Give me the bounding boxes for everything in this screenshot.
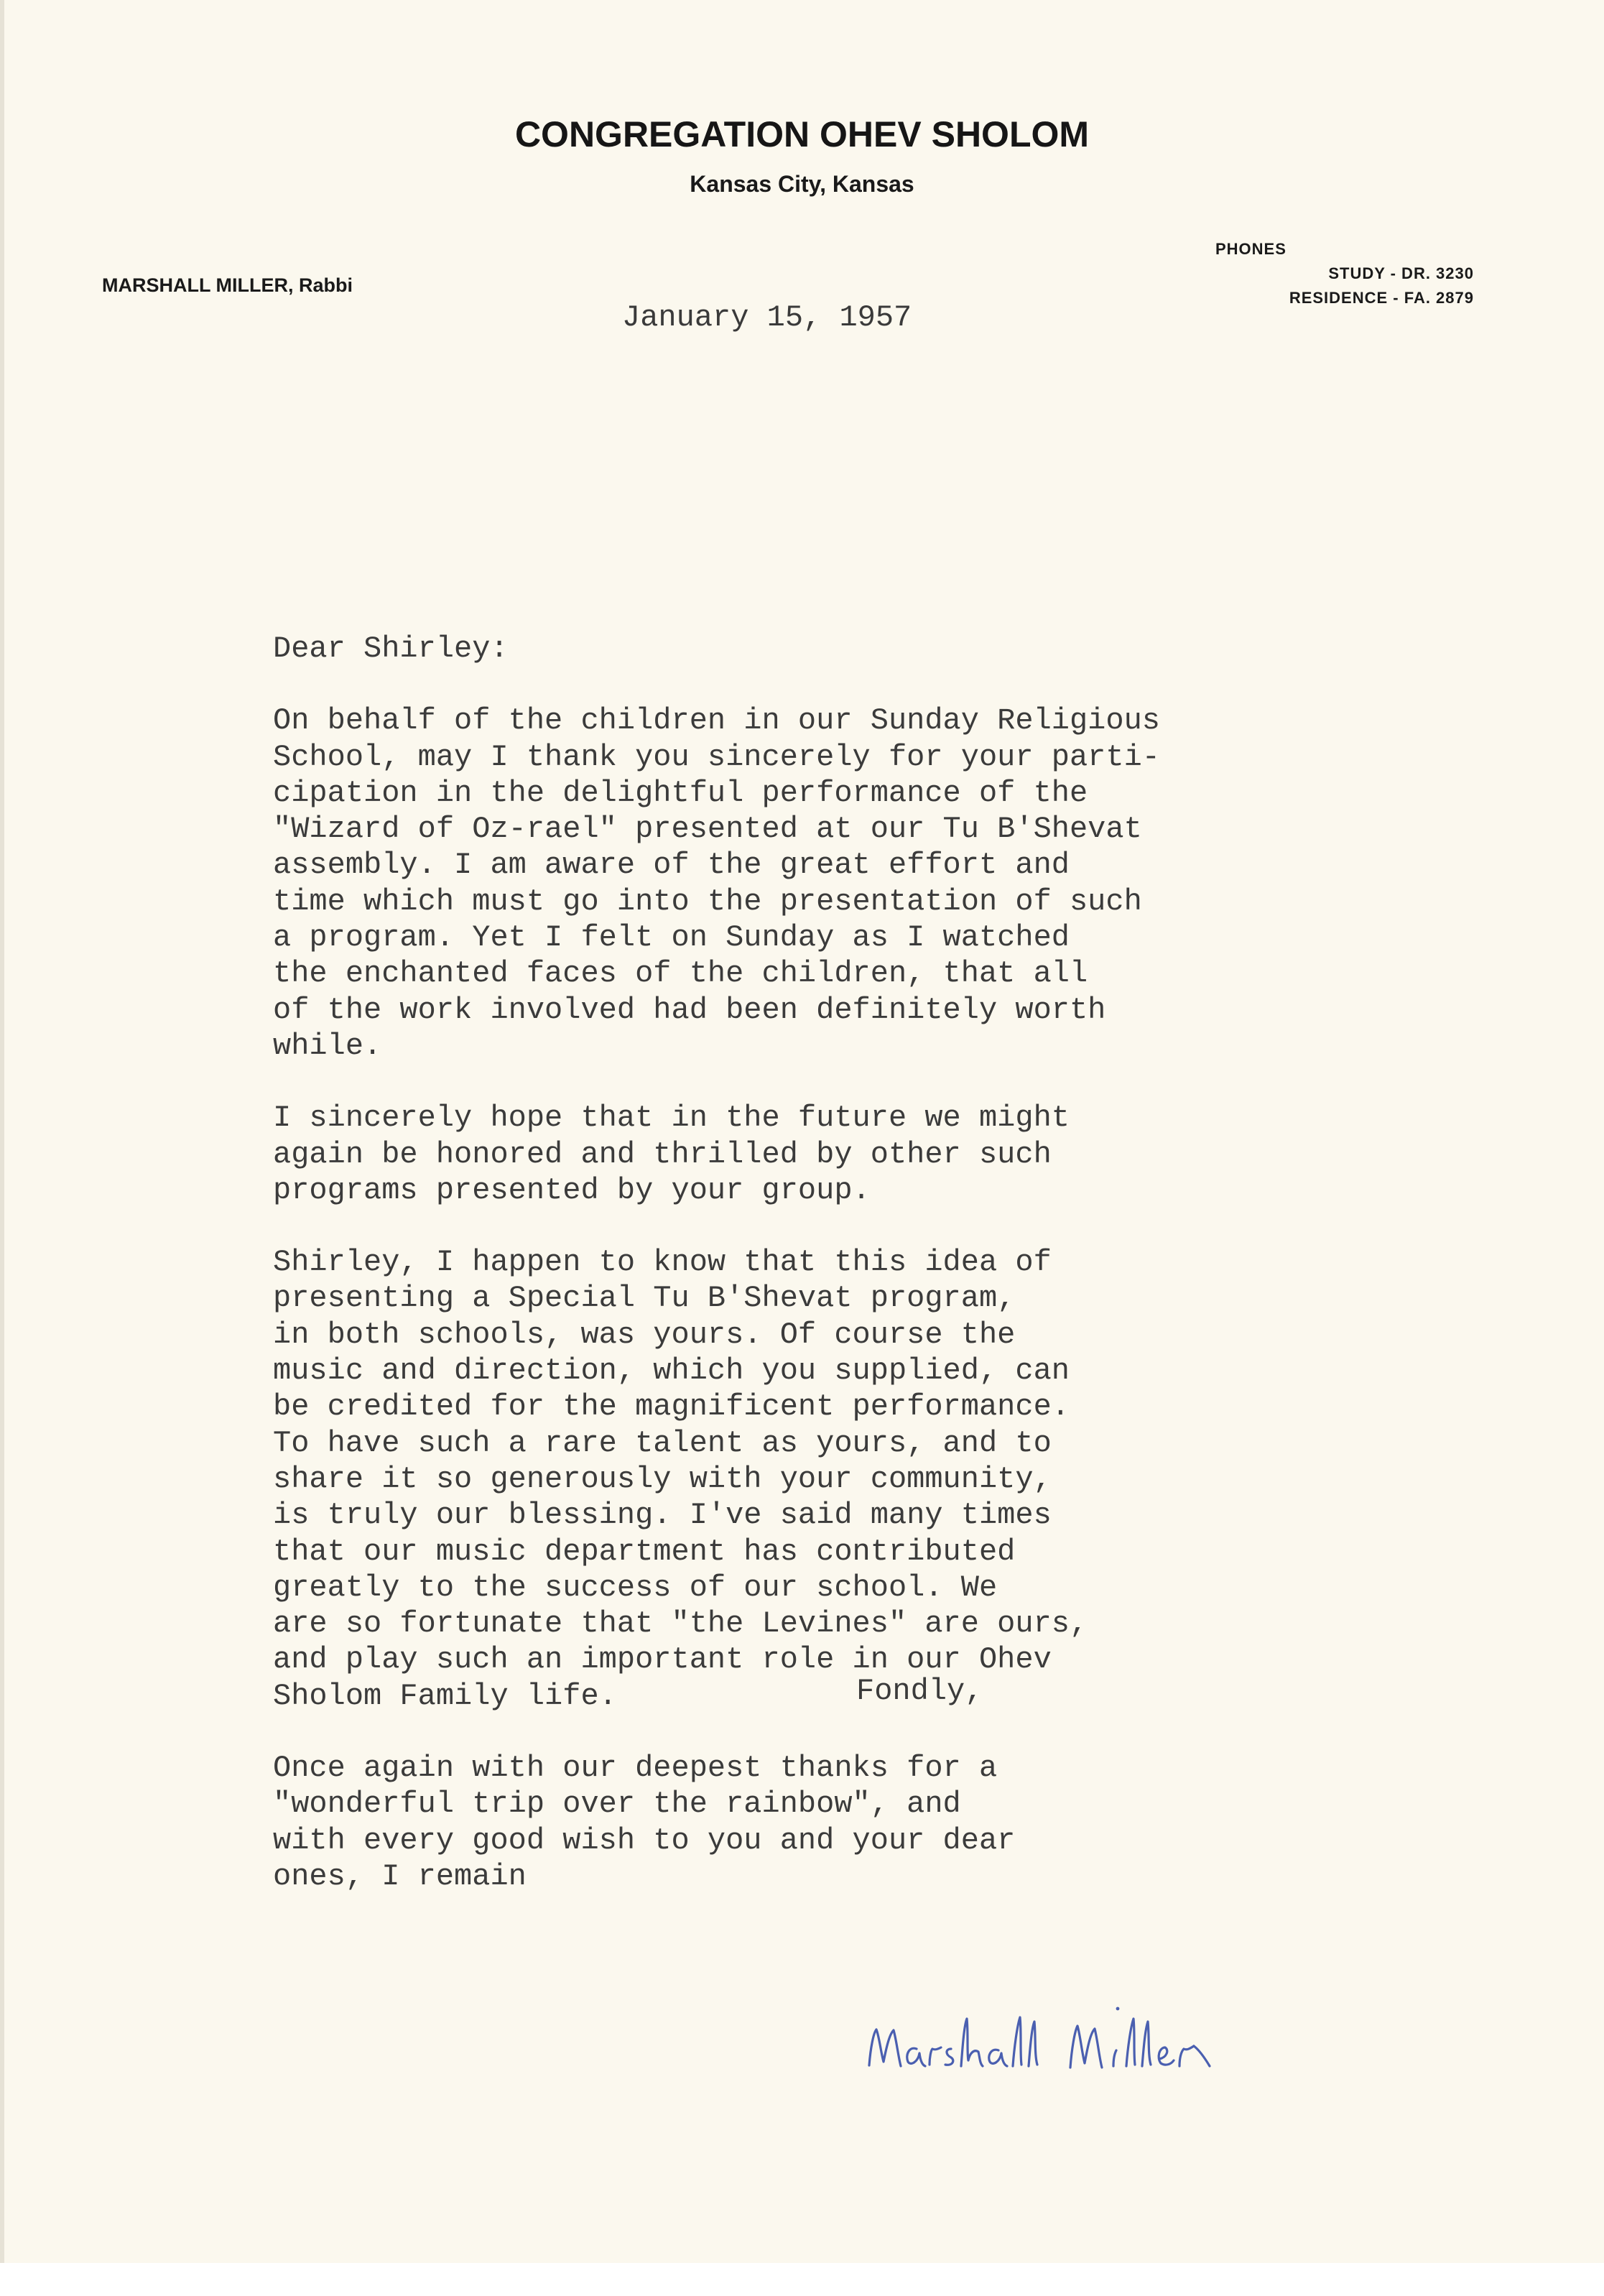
paragraph-1: On behalf of the children in our Sunday Religious School, may I thank you sincerely for your parti- cipation in the delightful performance of the "Wizard of Oz-rael" presented at our Tu B'Shevat assembly. I am aware of the great effort and time which must go into the presentation of such a program. Yet I felt on Sunday as I watched the enchanted faces of the children, that all of the work involved had been definitely worth while. [273,703,1161,1063]
letter-date: January 15, 1957 [622,300,912,335]
phones-label: PHONES [1215,240,1287,258]
closing: Fondly, [856,1674,983,1708]
phone-residence: RESIDENCE - FA. 2879 [1289,289,1474,307]
handwritten-signature [855,1997,1271,2091]
page-edge-shadow [0,0,4,2296]
organization-name: CONGREGATION OHEV SHOLOM [514,114,1090,154]
organization-city: Kansas City, Kansas [690,171,914,197]
letter-body [273,631,1422,1930]
paragraph-2: I sincerely hope that in the future we might again be honored and thrilled by other such programs presented by your group. [273,1101,1070,1208]
paragraph-3: Shirley, I happen to know that this idea of presenting a Special Tu B'Shevat program, in both schools, was yours. Of course the music and direction, which you supplied, can be credited for the magnificent performance. To have such a rare talent as yours, and to share it so generously with your community, is truly our blessing. I've said many times that our music department has contributed greatly to the success of our school. We are so fortunate that "the Levines" are ours, and play such an important role in our Ohev Sholom Family life. [273,1245,1088,1713]
paragraph-4: Once again with our deepest thanks for a "wonderful trip over the rainbow", and with every good wish to you and your dear ones, I remain [273,1751,1016,1894]
rabbi-name: MARSHALL MILLER, Rabbi [102,274,353,296]
scan-bottom-margin [0,2263,1604,2296]
salutation: Dear Shirley: [273,631,509,666]
phone-block [1215,237,1474,310]
phone-study: STUDY - DR. 3230 [1328,264,1474,282]
